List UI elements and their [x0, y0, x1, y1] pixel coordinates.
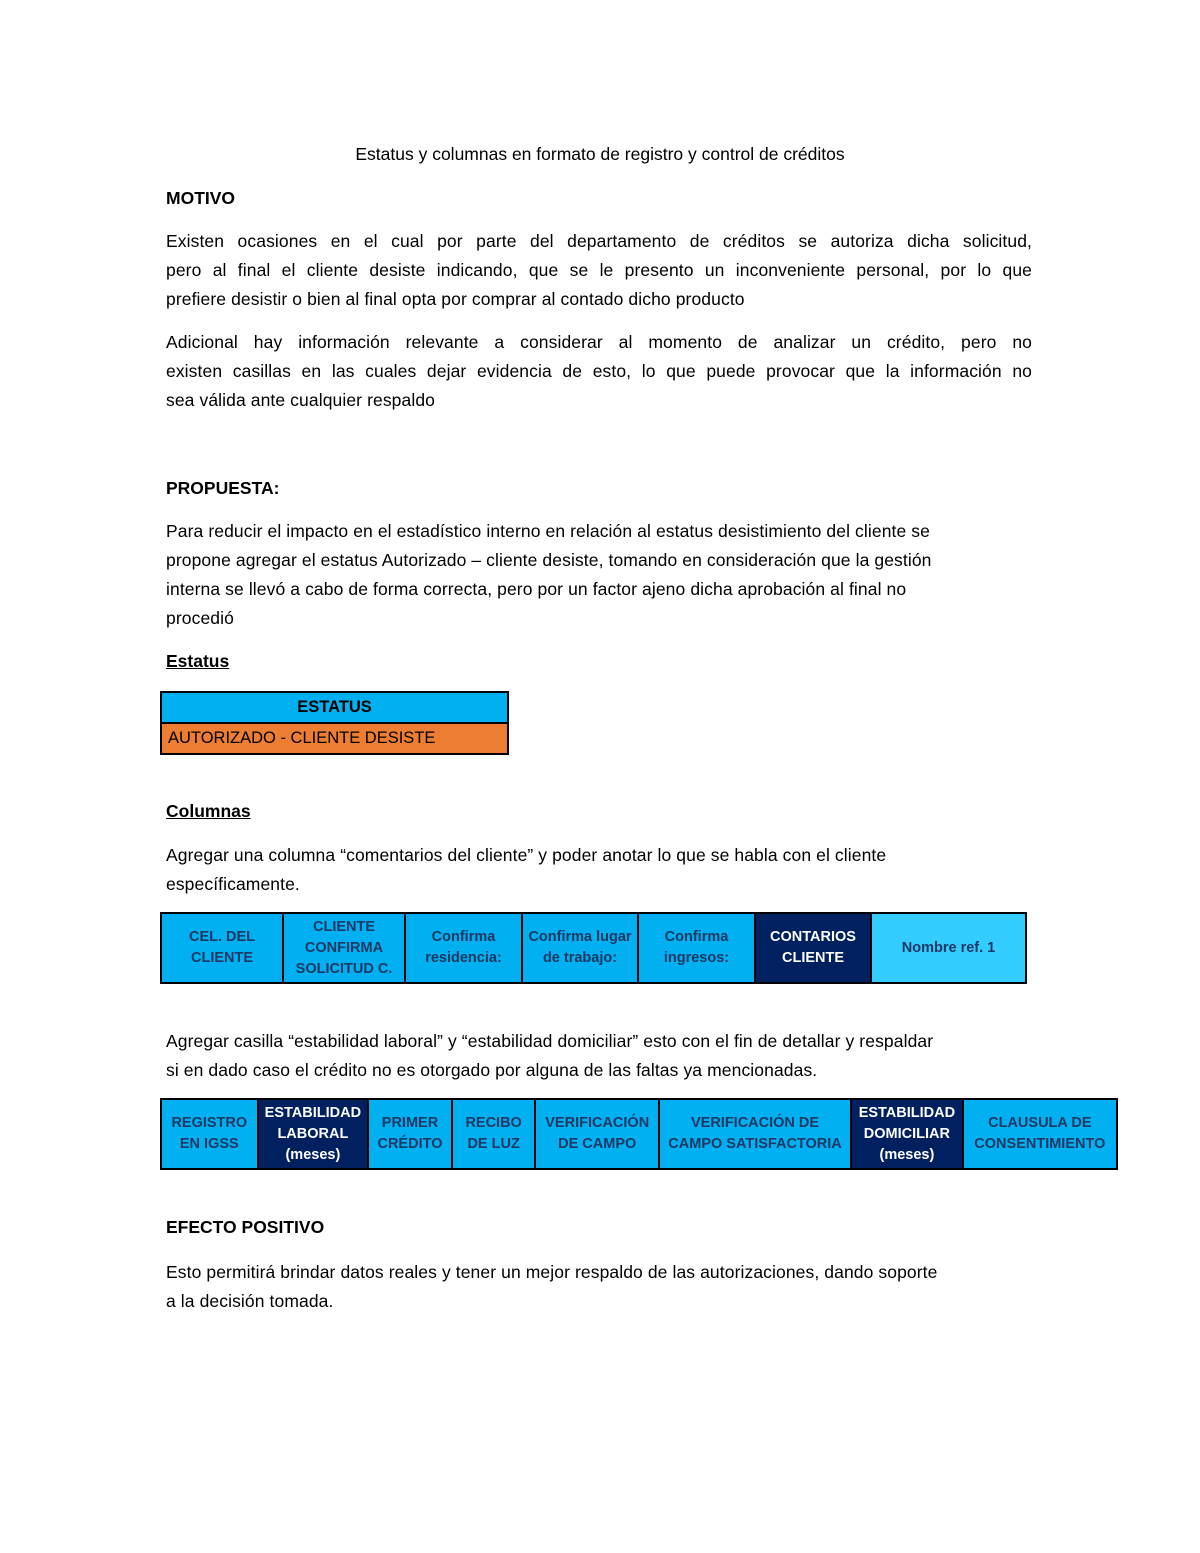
columnas-paragraph-1 — [166, 841, 1032, 899]
text-line: Existen ocasiones en el cual por parte del departamento de créditos se autoriza dicha solicitud, — [166, 231, 1032, 251]
column-cell: CLAUSULA DE CONSENTIMIENTO — [964, 1100, 1116, 1168]
column-cell: VERIFICACIÓN DE CAMPO — [536, 1100, 659, 1168]
column-cell: ESTABILIDAD LABORAL (meses) — [259, 1100, 370, 1168]
document-title: Estatus y columnas en formato de registro y control de créditos — [355, 144, 845, 164]
efecto-paragraph — [166, 1258, 1032, 1316]
text-line: propone agregar el estatus Autorizado – cliente desiste, tomando en consideración que la gestión — [166, 550, 932, 570]
column-cell: Confirma ingresos: — [639, 914, 756, 982]
columns-table-1 — [160, 912, 1027, 984]
column-cell: Confirma residencia: — [406, 914, 523, 982]
columns-table-2 — [160, 1098, 1118, 1170]
text-line: procedió — [166, 608, 234, 628]
text-line: sea válida ante cualquier respaldo — [166, 390, 435, 410]
text-line: Agregar una columna “comentarios del cliente” y poder anotar lo que se habla con el cliente — [166, 845, 887, 865]
column-cell: PRIMER CRÉDITO — [369, 1100, 453, 1168]
column-cell: CONTARIOS CLIENTE — [756, 914, 872, 982]
status-table-value: AUTORIZADO - CLIENTE DESISTE — [162, 724, 507, 753]
columnas-paragraph-2 — [166, 1027, 1032, 1085]
column-cell: REGISTRO EN IGSS — [162, 1100, 259, 1168]
text-line: Para reducir el impacto en el estadístico interno en relación al estatus desistimiento del cliente se — [166, 521, 930, 541]
status-table-header: ESTATUS — [162, 693, 507, 724]
text-line: si en dado caso el crédito no es otorgado por alguna de las faltas ya mencionadas. — [166, 1060, 818, 1080]
text-line: pero al final el cliente desiste indicando, que se le presento un inconveniente personal, por lo que — [166, 260, 1032, 280]
section-heading-propuesta: PROPUESTA: — [166, 478, 280, 498]
column-cell: VERIFICACIÓN DE CAMPO SATISFACTORIA — [660, 1100, 852, 1168]
text-line: Agregar casilla “estabilidad laboral” y “estabilidad domiciliar” esto con el fin de detallar y respaldar — [166, 1031, 934, 1051]
column-cell: Confirma lugar de trabajo: — [523, 914, 639, 982]
motivo-paragraph-2 — [166, 328, 1032, 415]
text-line: Adicional hay información relevante a considerar al momento de analizar un crédito, pero no — [166, 332, 1032, 352]
column-cell: ESTABILIDAD DOMICILIAR (meses) — [852, 1100, 964, 1168]
column-cell: Nombre ref. 1 — [872, 914, 1025, 982]
propuesta-paragraph — [166, 517, 1032, 633]
text-line: Esto permitirá brindar datos reales y tener un mejor respaldo de las autorizaciones, dando soporte — [166, 1262, 938, 1282]
column-cell: RECIBO DE LUZ — [453, 1100, 537, 1168]
section-heading-columnas: Columnas — [166, 801, 251, 821]
section-heading-estatus: Estatus — [166, 651, 230, 671]
text-line: interna se llevó a cabo de forma correcta, pero por un factor ajeno dicha aprobación al final no — [166, 579, 907, 599]
text-line: prefiere desistir o bien al final opta por comprar al contado dicho producto — [166, 289, 745, 309]
motivo-paragraph-1 — [166, 227, 1032, 314]
text-line: existen casillas en las cuales dejar evidencia de esto, lo que puede provocar que la información no — [166, 361, 1032, 381]
text-line: a la decisión tomada. — [166, 1291, 334, 1311]
section-heading-motivo: MOTIVO — [166, 188, 236, 208]
text-line: específicamente. — [166, 874, 300, 894]
column-cell: CEL. DEL CLIENTE — [162, 914, 284, 982]
column-cell: CLIENTE CONFIRMA SOLICITUD C. — [284, 914, 406, 982]
status-table — [160, 691, 509, 755]
section-heading-efecto-positivo: EFECTO POSITIVO — [166, 1217, 325, 1237]
